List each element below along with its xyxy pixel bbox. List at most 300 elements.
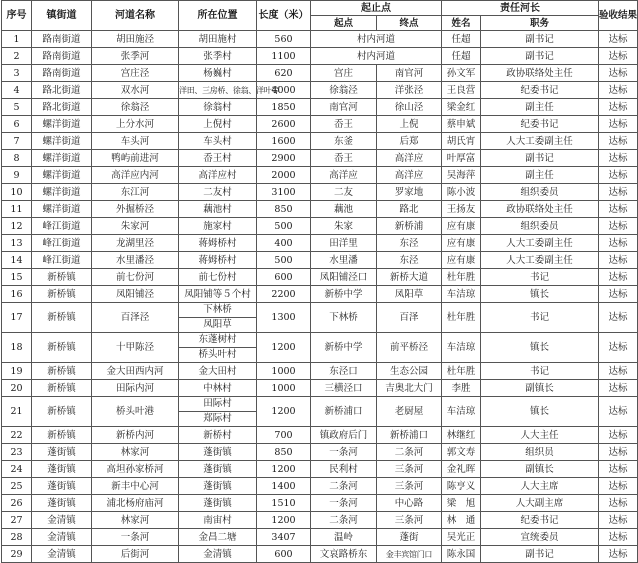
leader-duty-cell: 人大工委副主任: [481, 133, 599, 150]
check-cell: 达标: [599, 252, 638, 269]
start-cell: 凤阳铺泾口: [311, 269, 377, 286]
length-cell: 1510: [257, 495, 311, 512]
start-cell: 民利村: [311, 461, 377, 478]
river-cell: 新丰中心河: [92, 478, 179, 495]
location-cell: 前七份村: [179, 269, 257, 286]
leader-name-cell: 梁 旭: [442, 495, 481, 512]
start-cell: 宫庄: [311, 65, 377, 82]
seq-cell: 22: [2, 427, 32, 444]
start-cell: 高洋应: [311, 167, 377, 184]
river-cell: 鸭屿前进河: [92, 150, 179, 167]
seq-cell: 19: [2, 363, 32, 380]
leader-duty-cell: 组织委员: [481, 184, 599, 201]
leader-name-cell: 杜年胜: [442, 303, 481, 333]
street-cell: 螺洋街道: [32, 201, 92, 218]
length-cell: 600: [257, 269, 311, 286]
header-end: 终点: [377, 16, 442, 31]
start-cell: 藕池: [311, 201, 377, 218]
table-row: [2, 363, 638, 380]
location-cell: 二友村: [179, 184, 257, 201]
leader-name-cell: 孙文军: [442, 65, 481, 82]
start-cell: 朱家: [311, 218, 377, 235]
table-row: [2, 31, 638, 48]
leader-name-cell: 林继红: [442, 427, 481, 444]
check-cell: 达标: [599, 546, 638, 563]
start-cell: 一条河: [311, 495, 377, 512]
check-cell: 达标: [599, 31, 638, 48]
check-cell: 达标: [599, 397, 638, 427]
table-row: [2, 133, 638, 150]
river-cell: 车头河: [92, 133, 179, 150]
street-cell: 蓬街镇: [32, 444, 92, 461]
seq-cell: 20: [2, 380, 32, 397]
length-cell: 620: [257, 65, 311, 82]
table-row: [2, 333, 638, 363]
river-cell: 朱家河: [92, 218, 179, 235]
table-row: [2, 48, 638, 65]
seq-cell: 15: [2, 269, 32, 286]
leader-duty-cell: 书记: [481, 269, 599, 286]
end-cell: 徐山泾: [377, 99, 442, 116]
leader-name-cell: 车洁琼: [442, 333, 481, 363]
seq-cell: 27: [2, 512, 32, 529]
end-cell: 生态公园: [377, 363, 442, 380]
river-cell: 外掘桥泾: [92, 201, 179, 218]
length-cell: 3407: [257, 529, 311, 546]
leader-name-cell: 应有康: [442, 235, 481, 252]
leader-duty-cell: 纪委书记: [481, 82, 599, 99]
table-row: [2, 99, 638, 116]
location-line: 田际村: [203, 398, 232, 409]
header-river: 河道名称: [92, 1, 179, 31]
table-row: [2, 218, 638, 235]
leader-duty-cell: 副书记: [481, 31, 599, 48]
river-cell: 十甲陈泾: [92, 333, 179, 363]
start-cell: 镇政府后门: [311, 427, 377, 444]
leader-name-cell: 金礼晖: [442, 461, 481, 478]
length-cell: 850: [257, 201, 311, 218]
end-cell: 前平桥泾: [377, 333, 442, 363]
street-cell: 峰江街道: [32, 235, 92, 252]
end-cell: 金丰宾馆门口: [377, 546, 442, 563]
leader-duty-cell: 副书记: [481, 48, 599, 65]
start-cell: 新桥中学: [311, 286, 377, 303]
leader-name-cell: 李胜: [442, 380, 481, 397]
table-row: [2, 380, 638, 397]
end-cell: 高洋应: [377, 167, 442, 184]
start-cell: 田洋里: [311, 235, 377, 252]
street-cell: 路南街道: [32, 65, 92, 82]
start-cell: 二条河: [311, 478, 377, 495]
length-cell: 1100: [257, 48, 311, 65]
street-cell: 峰江街道: [32, 252, 92, 269]
header-seq: 序号: [2, 1, 32, 31]
check-cell: 达标: [599, 478, 638, 495]
header-street: 镇街道: [32, 1, 92, 31]
start-cell: 村内河道: [311, 31, 442, 48]
street-cell: 新桥镇: [32, 286, 92, 303]
leader-name-cell: 叶厚富: [442, 150, 481, 167]
leader-duty-cell: 宣统委员: [481, 529, 599, 546]
river-cell: 林家河: [92, 512, 179, 529]
leader-duty-cell: 政协联络处主任: [481, 65, 599, 82]
leader-duty-cell: 副书记: [481, 150, 599, 167]
seq-cell: 25: [2, 478, 32, 495]
header-name: 姓名: [442, 16, 481, 31]
leader-duty-cell: 副镇长: [481, 461, 599, 478]
header-duty: 职务: [481, 16, 599, 31]
end-cell: 二条河: [377, 444, 442, 461]
street-cell: 金清镇: [32, 529, 92, 546]
leader-name-cell: 王扬友: [442, 201, 481, 218]
start-cell: 徐翁泾: [311, 82, 377, 99]
end-cell: 路北: [377, 201, 442, 218]
start-cell: 岙王: [311, 150, 377, 167]
location-cell: 洋田、三房桥、徐翁、洋叶等: [179, 82, 257, 99]
length-cell: 600: [257, 546, 311, 563]
check-cell: 达标: [599, 218, 638, 235]
location-line: 桥头叶村: [179, 347, 256, 362]
end-cell: 东泾: [377, 252, 442, 269]
seq-cell: 8: [2, 150, 32, 167]
seq-cell: 24: [2, 461, 32, 478]
length-cell: 2200: [257, 286, 311, 303]
street-cell: 螺洋街道: [32, 150, 92, 167]
location-line: 下林桥: [203, 304, 232, 315]
length-cell: 1850: [257, 99, 311, 116]
check-cell: 达标: [599, 303, 638, 333]
length-cell: 2600: [257, 116, 311, 133]
check-cell: 达标: [599, 512, 638, 529]
leader-name-cell: 陈亨义: [442, 478, 481, 495]
table-row: [2, 184, 638, 201]
check-cell: 达标: [599, 184, 638, 201]
length-cell: 1000: [257, 380, 311, 397]
leader-duty-cell: 副主任: [481, 99, 599, 116]
check-cell: 达标: [599, 133, 638, 150]
table-header-row: [2, 1, 638, 16]
check-cell: 达标: [599, 201, 638, 218]
end-cell: 蓬街: [377, 529, 442, 546]
check-cell: 达标: [599, 65, 638, 82]
leader-duty-cell: 组织员: [481, 444, 599, 461]
length-cell: 700: [257, 427, 311, 444]
leader-duty-cell: 镇长: [481, 333, 599, 363]
start-cell: 一条河: [311, 444, 377, 461]
header-start: 起点: [311, 16, 377, 31]
end-cell: 吉奥北大门: [377, 380, 442, 397]
street-cell: 螺洋街道: [32, 184, 92, 201]
table-row: [2, 235, 638, 252]
table-row: [2, 150, 638, 167]
table-row: [2, 478, 638, 495]
street-cell: 新桥镇: [32, 269, 92, 286]
leader-duty-cell: 组织委员: [481, 218, 599, 235]
river-acceptance-table: [1, 0, 638, 563]
street-cell: 路北街道: [32, 99, 92, 116]
street-cell: 新桥镇: [32, 333, 92, 363]
location-cell: 上倪村: [179, 116, 257, 133]
check-cell: 达标: [599, 167, 638, 184]
river-cell: 金大田西内河: [92, 363, 179, 380]
river-cell: 胡田施泾: [92, 31, 179, 48]
location-cell: 施家村: [179, 218, 257, 235]
river-cell: 浦北杨府庙河: [92, 495, 179, 512]
location-cell: 徐翁村: [179, 99, 257, 116]
river-cell: 一条河: [92, 529, 179, 546]
leader-duty-cell: 纪委书记: [481, 116, 599, 133]
location-cell: 蒋姆桥村: [179, 252, 257, 269]
seq-cell: 26: [2, 495, 32, 512]
start-cell: 村内河道: [311, 48, 442, 65]
street-cell: 螺洋街道: [32, 133, 92, 150]
leader-name-cell: 应有康: [442, 252, 481, 269]
seq-cell: 2: [2, 48, 32, 65]
river-cell: 龙湖里泾: [92, 235, 179, 252]
end-cell: 南官河: [377, 65, 442, 82]
end-cell: 上倪: [377, 116, 442, 133]
table-row: [2, 252, 638, 269]
street-cell: 蓬街镇: [32, 478, 92, 495]
leader-duty-cell: 人大主任: [481, 427, 599, 444]
seq-cell: 17: [2, 303, 32, 333]
end-cell: 老厨屋: [377, 397, 442, 427]
location-cell: 蓬街镇: [179, 478, 257, 495]
check-cell: 达标: [599, 444, 638, 461]
leader-duty-cell: 人大副主席: [481, 495, 599, 512]
leader-duty-cell: 人大主席: [481, 478, 599, 495]
table-row: [2, 444, 638, 461]
length-cell: 1300: [257, 303, 311, 333]
table-row: [2, 546, 638, 563]
seq-cell: 11: [2, 201, 32, 218]
table-row: [2, 461, 638, 478]
location-line: 东蓬树村: [198, 334, 237, 345]
river-cell: 林家河: [92, 444, 179, 461]
table-body: [2, 31, 638, 563]
leader-name-cell: 郭文寿: [442, 444, 481, 461]
street-cell: 路南街道: [32, 31, 92, 48]
check-cell: 达标: [599, 333, 638, 363]
check-cell: 达标: [599, 116, 638, 133]
seq-cell: 14: [2, 252, 32, 269]
length-cell: 500: [257, 218, 311, 235]
river-cell: 上分水河: [92, 116, 179, 133]
end-cell: 东泾: [377, 235, 442, 252]
street-cell: 路北街道: [32, 82, 92, 99]
check-cell: 达标: [599, 363, 638, 380]
length-cell: 1000: [257, 363, 311, 380]
table-row: [2, 427, 638, 444]
length-cell: 2000: [257, 167, 311, 184]
end-cell: 中心路: [377, 495, 442, 512]
seq-cell: 18: [2, 333, 32, 363]
table-row: [2, 286, 638, 303]
seq-cell: 5: [2, 99, 32, 116]
table-row: [2, 116, 638, 133]
leader-name-cell: 陈永国: [442, 546, 481, 563]
river-cell: 新桥内河: [92, 427, 179, 444]
length-cell: 1200: [257, 397, 311, 427]
table-row: [2, 82, 638, 99]
location-cell: 南宙村: [179, 512, 257, 529]
check-cell: 达标: [599, 269, 638, 286]
seq-cell: 3: [2, 65, 32, 82]
location-cell: 杨巍村: [179, 65, 257, 82]
leader-duty-cell: 镇长: [481, 397, 599, 427]
start-cell: 二友: [311, 184, 377, 201]
leader-name-cell: 吴光正: [442, 529, 481, 546]
length-cell: 1400: [257, 478, 311, 495]
street-cell: 蓬街镇: [32, 461, 92, 478]
table-row: [2, 495, 638, 512]
leader-duty-cell: 纪委书记: [481, 512, 599, 529]
river-cell: 张季河: [92, 48, 179, 65]
end-cell: 三条河: [377, 512, 442, 529]
location-cell: 金清镇: [179, 546, 257, 563]
length-cell: 2900: [257, 150, 311, 167]
street-cell: 新桥镇: [32, 303, 92, 333]
end-cell: 三条河: [377, 461, 442, 478]
length-cell: 850: [257, 444, 311, 461]
seq-cell: 9: [2, 167, 32, 184]
start-cell: 下林桥: [311, 303, 377, 333]
leader-name-cell: 陈小波: [442, 184, 481, 201]
seq-cell: 4: [2, 82, 32, 99]
street-cell: 金清镇: [32, 512, 92, 529]
seq-cell: 23: [2, 444, 32, 461]
leader-name-cell: 车洁琼: [442, 397, 481, 427]
check-cell: 达标: [599, 461, 638, 478]
table-row: [2, 397, 638, 427]
location-cell: 张季村: [179, 48, 257, 65]
leader-name-cell: 任超: [442, 31, 481, 48]
river-cell: 桥头叶港: [92, 397, 179, 427]
check-cell: 达标: [599, 529, 638, 546]
check-cell: 达标: [599, 495, 638, 512]
leader-duty-cell: 政协联络处主任: [481, 201, 599, 218]
river-cell: 百泽泾: [92, 303, 179, 333]
street-cell: 蓬街镇: [32, 495, 92, 512]
length-cell: 3100: [257, 184, 311, 201]
leader-duty-cell: 人大工委副主任: [481, 252, 599, 269]
river-cell: 高坦孙家桥河: [92, 461, 179, 478]
location-cell: 蒋姆桥村: [179, 235, 257, 252]
check-cell: 达标: [599, 235, 638, 252]
check-cell: 达标: [599, 82, 638, 99]
location-cell: 金大田村: [179, 363, 257, 380]
seq-cell: 28: [2, 529, 32, 546]
check-cell: 达标: [599, 427, 638, 444]
street-cell: 螺洋街道: [32, 167, 92, 184]
street-cell: 金清镇: [32, 546, 92, 563]
location-cell: [179, 303, 257, 333]
table-row: [2, 529, 638, 546]
location-cell: 凤阳铺等５个村: [179, 286, 257, 303]
header-check: 验收结果: [599, 1, 638, 31]
table-row: [2, 269, 638, 286]
check-cell: 达标: [599, 48, 638, 65]
start-cell: 文哀路桥东: [311, 546, 377, 563]
seq-cell: 6: [2, 116, 32, 133]
check-cell: 达标: [599, 380, 638, 397]
river-cell: 田际内河: [92, 380, 179, 397]
start-cell: 东釜: [311, 133, 377, 150]
location-cell: 蓬街镇: [179, 495, 257, 512]
leader-name-cell: 车洁琼: [442, 286, 481, 303]
leader-name-cell: 王良营: [442, 82, 481, 99]
end-cell: 后郑: [377, 133, 442, 150]
street-cell: 螺洋街道: [32, 116, 92, 133]
location-cell: 金昌二塘: [179, 529, 257, 546]
seq-cell: 29: [2, 546, 32, 563]
length-cell: 1200: [257, 333, 311, 363]
start-cell: 东泾口: [311, 363, 377, 380]
header-start-end: 起止点: [311, 1, 442, 16]
length-cell: 500: [257, 252, 311, 269]
header-length: 长度（米）: [257, 1, 311, 31]
start-cell: 三横泾口: [311, 380, 377, 397]
leader-name-cell: 吴海萍: [442, 167, 481, 184]
river-cell: 双水河: [92, 82, 179, 99]
leader-duty-cell: 人大工委副主任: [481, 235, 599, 252]
leader-name-cell: 梁金红: [442, 99, 481, 116]
check-cell: 达标: [599, 99, 638, 116]
end-cell: 百泽: [377, 303, 442, 333]
leader-duty-cell: 书记: [481, 363, 599, 380]
length-cell: 1200: [257, 461, 311, 478]
location-line: 凤阳草: [179, 317, 256, 332]
seq-cell: 10: [2, 184, 32, 201]
location-cell: 蓬街镇: [179, 444, 257, 461]
end-cell: 三条河: [377, 478, 442, 495]
leader-name-cell: 杜年胜: [442, 363, 481, 380]
end-cell: 洋张泾: [377, 82, 442, 99]
start-cell: 新桥中学: [311, 333, 377, 363]
river-cell: 凤阳铺泾: [92, 286, 179, 303]
location-cell: 蓬街镇: [179, 461, 257, 478]
location-cell: 中林村: [179, 380, 257, 397]
end-cell: 新桥大道: [377, 269, 442, 286]
location-cell: 胡田施村: [179, 31, 257, 48]
leader-duty-cell: 书记: [481, 303, 599, 333]
leader-name-cell: 任超: [442, 48, 481, 65]
leader-name-cell: 林 通: [442, 512, 481, 529]
length-cell: 400: [257, 235, 311, 252]
length-cell: 1200: [257, 512, 311, 529]
leader-name-cell: 应有康: [442, 218, 481, 235]
seq-cell: 1: [2, 31, 32, 48]
leader-duty-cell: 镇长: [481, 286, 599, 303]
location-cell: [179, 333, 257, 363]
end-cell: 凤阳草: [377, 286, 442, 303]
seq-cell: 13: [2, 235, 32, 252]
end-cell: 新桥浦口: [377, 427, 442, 444]
end-cell: 罗家地: [377, 184, 442, 201]
location-cell: 新桥村: [179, 427, 257, 444]
start-cell: 新桥浦口: [311, 397, 377, 427]
location-cell: 车头村: [179, 133, 257, 150]
street-cell: 峰江街道: [32, 218, 92, 235]
start-cell: 南官河: [311, 99, 377, 116]
leader-duty-cell: 副镇长: [481, 380, 599, 397]
river-cell: 高洋应内河: [92, 167, 179, 184]
street-cell: 新桥镇: [32, 427, 92, 444]
river-cell: 前七份河: [92, 269, 179, 286]
header-leader: 责任河长: [442, 1, 599, 16]
length-cell: 1600: [257, 133, 311, 150]
location-line: 郑际村: [179, 411, 256, 426]
